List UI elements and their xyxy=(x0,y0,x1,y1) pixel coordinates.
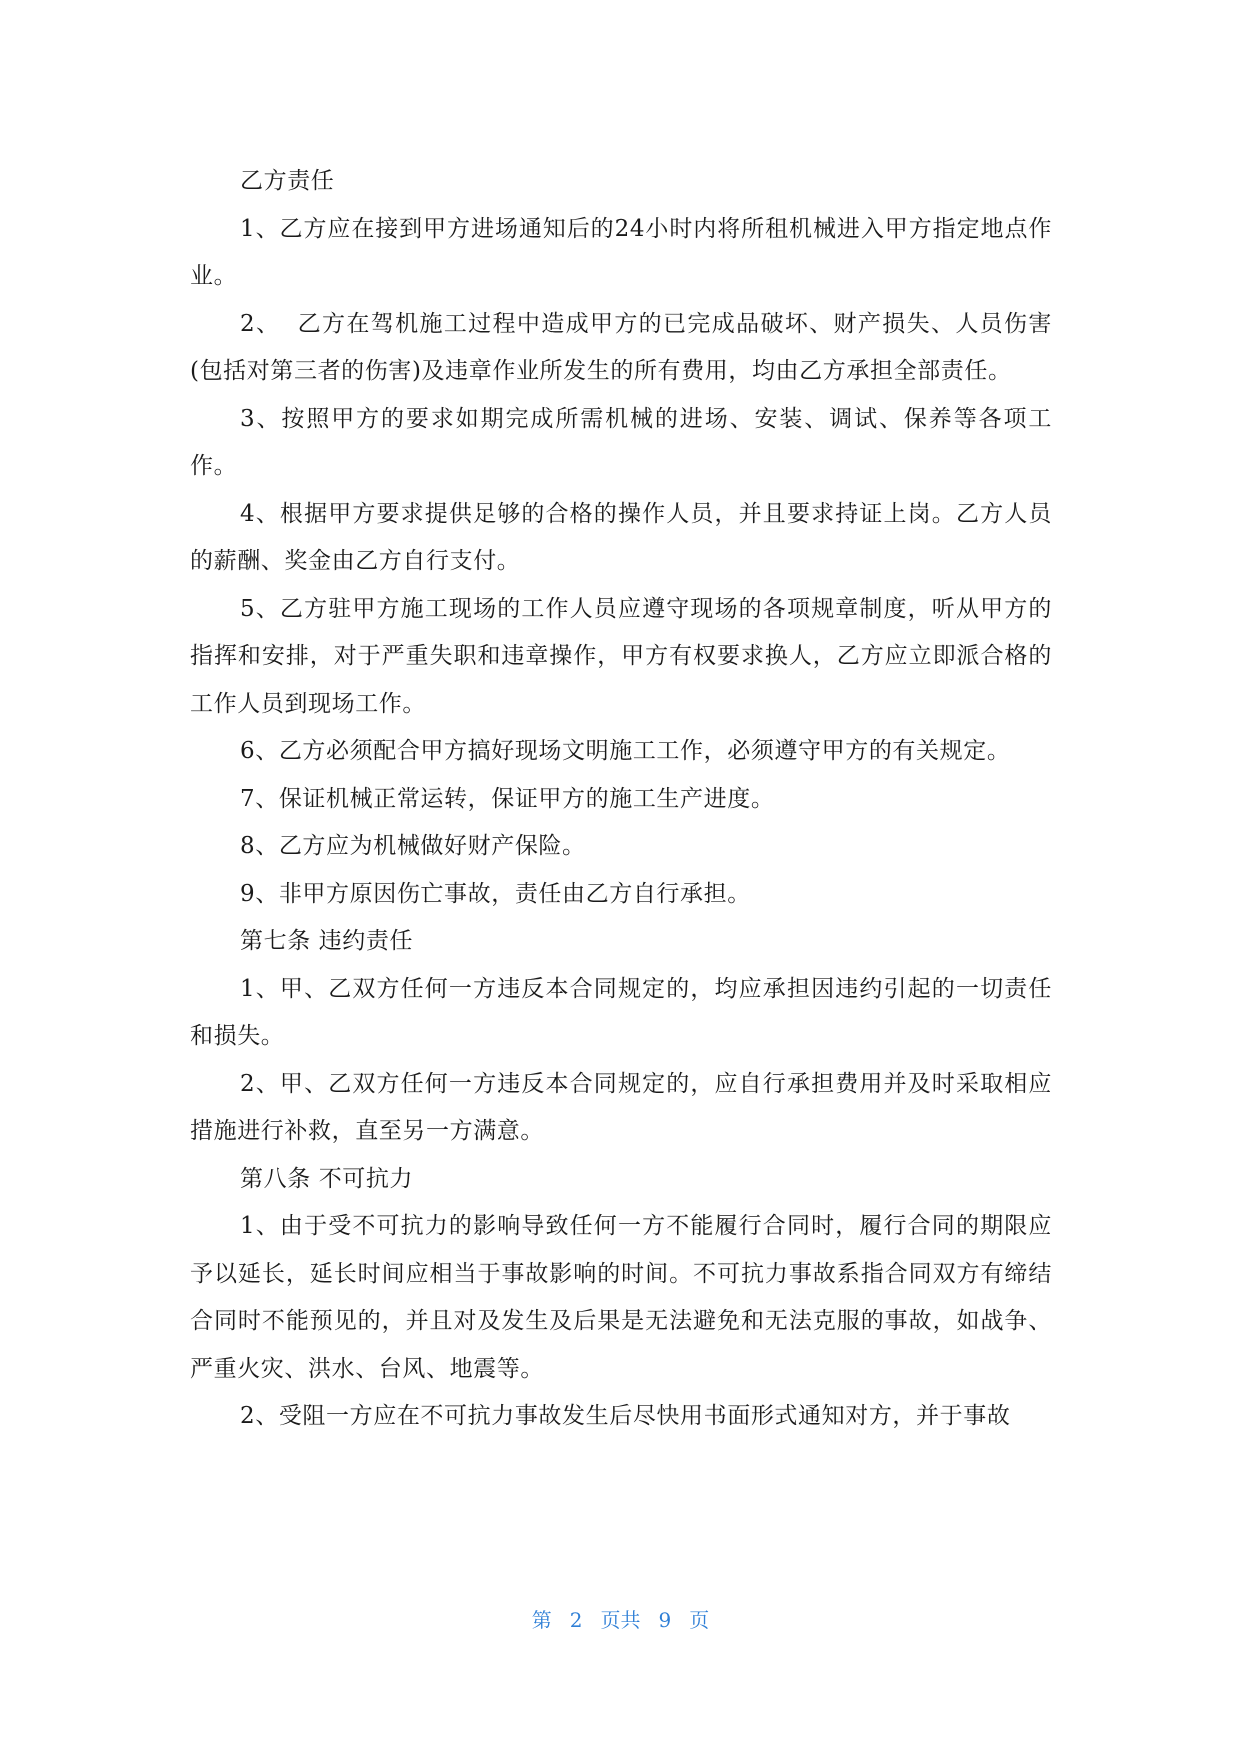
paragraph: 2、 乙方在驾机施工过程中造成甲方的已完成品破坏、财产损失、人员伤害(包括对第三者的伤害)及违章作业所发生的所有费用，均由乙方承担全部责任。 xyxy=(190,310,1052,384)
footer-total-pages: 9 xyxy=(658,1608,672,1632)
footer-label-ye: 页 xyxy=(689,1608,710,1632)
section-heading-force-majeure: 第八条 不可抗力 xyxy=(240,1165,414,1192)
document-body xyxy=(190,158,1052,1441)
footer-label-di: 第 xyxy=(531,1608,552,1632)
paragraph: 8、乙方应为机械做好财产保险。 xyxy=(240,833,586,859)
section-heading-party-b-duties: 乙方责任 xyxy=(240,168,335,194)
paragraph: 3、按照甲方的要求如期完成所需机械的进场、安装、调试、保养等各项工作。 xyxy=(190,405,1052,479)
paragraph: 6、乙方必须配合甲方搞好现场文明施工工作，必须遵守甲方的有关规定。 xyxy=(240,738,1011,764)
paragraph: 2、受阻一方应在不可抗力事故发生后尽快用书面形式通知对方，并于事故 xyxy=(240,1403,1011,1429)
paragraph: 1、乙方应在接到甲方进场通知后的24小时内将所租机械进入甲方指定地点作业。 xyxy=(190,215,1052,289)
footer-label-ye-gong: 页共 xyxy=(600,1608,641,1632)
paragraph: 2、甲、乙双方任何一方违反本合同规定的，应自行承担费用并及时采取相应措施进行补救，直至另一方满意。 xyxy=(190,1070,1052,1144)
paragraph: 7、保证机械正常运转，保证甲方的施工生产进度。 xyxy=(240,785,775,812)
paragraph: 5、乙方驻甲方施工现场的工作人员应遵守现场的各项规章制度，听从甲方的指挥和安排，对于严重失职和违章操作，甲方有权要求换人，乙方应立即派合格的工作人员到现场工作。 xyxy=(190,595,1052,717)
paragraph: 1、由于受不可抗力的影响导致任何一方不能履行合同时，履行合同的期限应予以延长，延长时间应相当于事故影响的时间。不可抗力事故系指合同双方有缔结合同时不能预见的，并且对及发生及后果是无法避免和无法克服的事故，如战争、严重火灾、洪水、台风、地震等。 xyxy=(190,1213,1052,1382)
section-heading-breach-liability: 第七条 违约责任 xyxy=(240,928,414,954)
footer-current-page: 2 xyxy=(569,1608,583,1632)
paragraph: 1、甲、乙双方任何一方违反本合同规定的，均应承担因违约引起的一切责任和损失。 xyxy=(190,975,1052,1049)
paragraph: 9、非甲方原因伤亡事故，责任由乙方自行承担。 xyxy=(240,880,751,907)
paragraph: 4、根据甲方要求提供足够的合格的操作人员，并且要求持证上岗。乙方人员的薪酬、奖金由乙方自行支付。 xyxy=(190,500,1052,574)
page-number-footer xyxy=(0,1604,1241,1633)
